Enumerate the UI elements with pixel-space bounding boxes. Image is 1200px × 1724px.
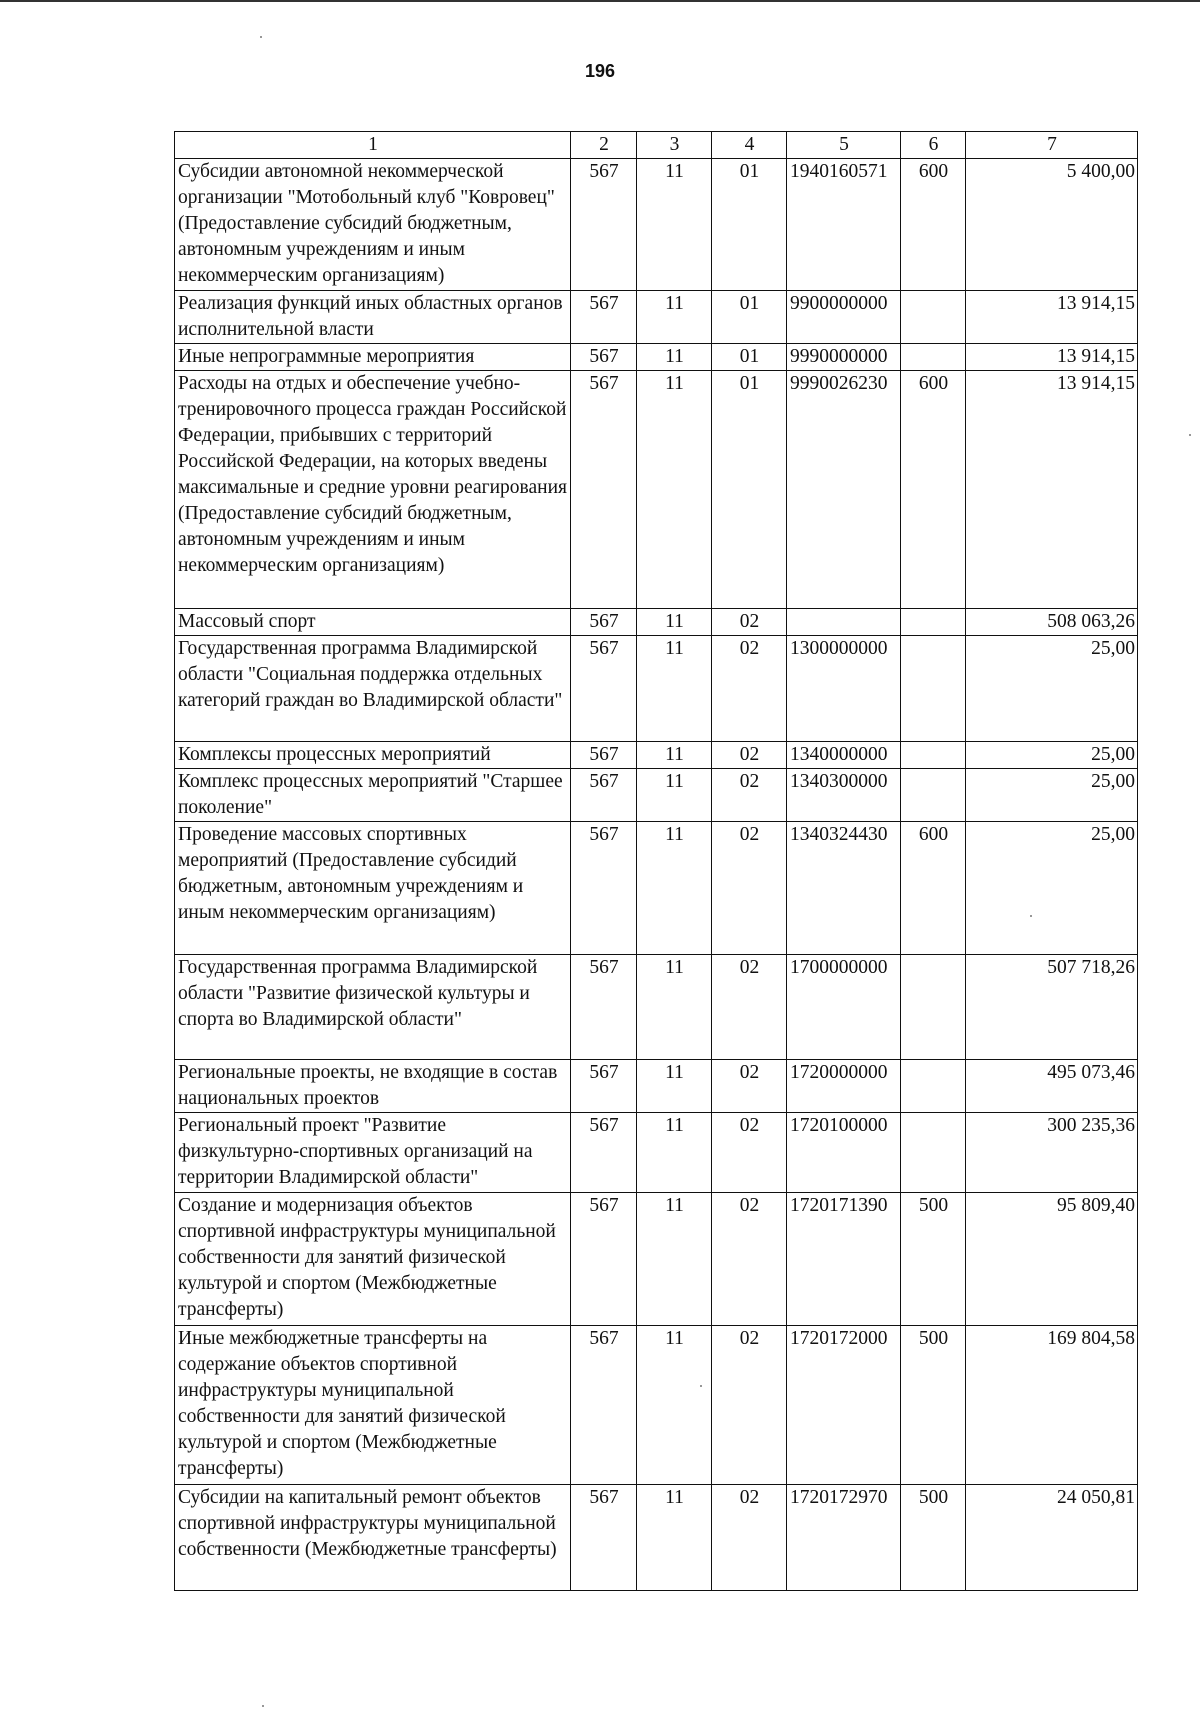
row-grbs: 567 [571,955,637,1060]
header-cell: 5 [787,132,901,159]
row-sum: 300 235,36 [966,1113,1138,1193]
row-rz: 11 [637,344,712,371]
header-cell: 4 [712,132,787,159]
table-row [175,769,1138,822]
row-pr: 01 [712,371,787,609]
table-row [175,291,1138,344]
row-rz: 11 [637,159,712,291]
row-vr: 600 [901,822,966,955]
row-sum: 25,00 [966,742,1138,769]
scan-speck [260,36,262,38]
row-vr [901,1113,966,1193]
row-csr: 1700000000 [787,955,901,1060]
row-csr: 1340324430 [787,822,901,955]
row-csr: 1340300000 [787,769,901,822]
row-rz: 11 [637,1193,712,1326]
scan-speck [262,1705,264,1707]
header-cell: 1 [175,132,571,159]
row-rz: 11 [637,636,712,742]
row-vr [901,769,966,822]
row-rz: 11 [637,371,712,609]
row-rz: 11 [637,769,712,822]
row-sum: 25,00 [966,769,1138,822]
row-grbs: 567 [571,344,637,371]
row-rz: 11 [637,291,712,344]
row-sum: 13 914,15 [966,371,1138,609]
row-pr: 02 [712,742,787,769]
row-name: Комплексы процессных мероприятий [175,742,571,769]
row-name: Иные межбюджетные трансферты на содержание объектов спортивной инфраструктуры муниципальной собственности для занятий физической культурой и спортом (Межбюджетные трансферты) [175,1326,571,1485]
row-name: Иные непрограммные мероприятия [175,344,571,371]
row-rz: 11 [637,1485,712,1591]
table-row [175,1485,1138,1591]
row-rz: 11 [637,742,712,769]
row-csr: 1720171390 [787,1193,901,1326]
row-pr: 02 [712,955,787,1060]
row-vr [901,742,966,769]
row-name: Государственная программа Владимирской области "Развитие физической культуры и спорта во Владимирской области" [175,955,571,1060]
row-name: Массовый спорт [175,609,571,636]
top-border-line [0,0,1200,2]
header-cell: 3 [637,132,712,159]
row-pr: 01 [712,344,787,371]
row-pr: 02 [712,1326,787,1485]
scan-speck [1030,915,1032,917]
row-vr [901,609,966,636]
row-name: Региональные проекты, не входящие в состав национальных проектов [175,1060,571,1113]
row-grbs: 567 [571,371,637,609]
row-name: Реализация функций иных областных органов исполнительной власти [175,291,571,344]
row-csr [787,609,901,636]
table-row [175,822,1138,955]
row-grbs: 567 [571,1060,637,1113]
row-name: Государственная программа Владимирской области "Социальная поддержка отдельных категорий граждан во Владимирской области" [175,636,571,742]
row-pr: 02 [712,1485,787,1591]
row-pr: 02 [712,1193,787,1326]
header-cell: 2 [571,132,637,159]
table-row [175,344,1138,371]
row-pr: 02 [712,822,787,955]
row-csr: 1300000000 [787,636,901,742]
row-pr: 01 [712,291,787,344]
row-grbs: 567 [571,822,637,955]
row-csr: 1940160571 [787,159,901,291]
header-cell: 6 [901,132,966,159]
row-grbs: 567 [571,159,637,291]
row-csr: 1720000000 [787,1060,901,1113]
row-grbs: 567 [571,609,637,636]
row-name: Расходы на отдых и обеспечение учебно-тренировочного процесса граждан Российской Федерации, прибывших с территорий Российской Федерации, на которых введены максимальные и средние уровни реагирования (Предоставление субсидий бюджетным, автономным учреждениям и иным некоммерческим организациям) [175,371,571,609]
row-grbs: 567 [571,1193,637,1326]
row-name: Проведение массовых спортивных мероприятий (Предоставление субсидий бюджетным, автономным учреждениям и иным некоммерческим организациям) [175,822,571,955]
row-sum: 25,00 [966,822,1138,955]
row-vr [901,636,966,742]
table-row [175,1326,1138,1485]
row-pr: 02 [712,1113,787,1193]
row-pr: 02 [712,769,787,822]
table-row [175,1193,1138,1326]
row-vr: 500 [901,1193,966,1326]
table-row [175,1060,1138,1113]
row-vr [901,291,966,344]
table-row [175,159,1138,291]
row-name: Комплекс процессных мероприятий "Старшее поколение" [175,769,571,822]
table-row [175,1113,1138,1193]
table-row [175,371,1138,609]
row-sum: 507 718,26 [966,955,1138,1060]
row-vr: 500 [901,1326,966,1485]
row-grbs: 567 [571,291,637,344]
row-grbs: 567 [571,769,637,822]
row-vr: 600 [901,159,966,291]
row-name: Субсидии на капитальный ремонт объектов спортивной инфраструктуры муниципальной собственности (Межбюджетные трансферты) [175,1485,571,1591]
table-row [175,636,1138,742]
row-csr: 9990026230 [787,371,901,609]
row-vr [901,1060,966,1113]
row-csr: 1720100000 [787,1113,901,1193]
row-rz: 11 [637,1326,712,1485]
row-rz: 11 [637,822,712,955]
row-grbs: 567 [571,1113,637,1193]
page-number: 196 [584,61,616,81]
row-csr: 9990000000 [787,344,901,371]
row-grbs: 567 [571,742,637,769]
row-name: Субсидии автономной некоммерческой организации "Мотобольный клуб "Ковровец" (Предоставление субсидий бюджетным, автономным учреждениям и иным некоммерческим организациям) [175,159,571,291]
row-rz: 11 [637,609,712,636]
row-vr [901,344,966,371]
row-vr: 500 [901,1485,966,1591]
row-pr: 02 [712,609,787,636]
budget-table [174,131,1138,1591]
row-sum: 95 809,40 [966,1193,1138,1326]
row-sum: 169 804,58 [966,1326,1138,1485]
table-row [175,955,1138,1060]
row-csr: 1720172970 [787,1485,901,1591]
row-grbs: 567 [571,1326,637,1485]
row-sum: 25,00 [966,636,1138,742]
row-sum: 495 073,46 [966,1060,1138,1113]
row-sum: 13 914,15 [966,344,1138,371]
row-vr [901,955,966,1060]
row-vr: 600 [901,371,966,609]
table-row [175,609,1138,636]
row-csr: 9900000000 [787,291,901,344]
row-sum: 5 400,00 [966,159,1138,291]
row-name: Региональный проект "Развитие физкультурно-спортивных организаций на территории Владимирской области" [175,1113,571,1193]
row-csr: 1720172000 [787,1326,901,1485]
row-rz: 11 [637,1113,712,1193]
scan-speck [700,1385,702,1387]
row-sum: 24 050,81 [966,1485,1138,1591]
row-grbs: 567 [571,636,637,742]
row-csr: 1340000000 [787,742,901,769]
table-header-row [175,132,1138,159]
row-pr: 02 [712,636,787,742]
row-rz: 11 [637,1060,712,1113]
header-cell: 7 [966,132,1138,159]
row-pr: 01 [712,159,787,291]
row-name: Создание и модернизация объектов спортивной инфраструктуры муниципальной собственности для занятий физической культурой и спортом (Межбюджетные трансферты) [175,1193,571,1326]
scan-speck [1189,434,1191,436]
row-rz: 11 [637,955,712,1060]
row-sum: 13 914,15 [966,291,1138,344]
row-grbs: 567 [571,1485,637,1591]
row-pr: 02 [712,1060,787,1113]
table-row [175,742,1138,769]
row-sum: 508 063,26 [966,609,1138,636]
